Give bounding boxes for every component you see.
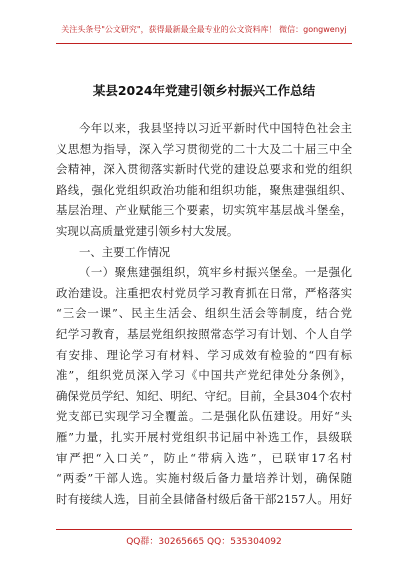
paragraph-line: 准”，组织党员深入学习《中国共产党纪律处分条例》， bbox=[56, 368, 352, 383]
footer-note: QQ群：30265665 QQ：535304092 bbox=[126, 537, 282, 547]
paragraph-line: 党支部已实现学习全覆盖。二是强化队伍建设。用好“头 bbox=[56, 409, 352, 424]
footer-divider bbox=[56, 529, 352, 530]
document-title: 某县2024年党建引领乡村振兴工作总结 bbox=[92, 83, 316, 98]
paragraph-line: “三会一课”、民主生活会、组织生活会等制度，结合党 bbox=[56, 306, 352, 321]
paragraph-line: （一）聚焦建强组织，筑牢乡村振兴堡垒。一是强化 bbox=[79, 265, 352, 280]
header-note: 关注头条号"公文研究"，获得最新最全最专业的公文资料库！ 微信：gongwenyj bbox=[61, 25, 347, 34]
paragraph-line: 时有接续人选，目前全县储备村级后备干部2157人。用好 bbox=[56, 491, 352, 506]
paragraph-line: 有安排、理论学习有材料、学习成效有检验的“四有标 bbox=[56, 347, 352, 362]
paragraph-line: 今年以来，我县坚持以习近平新时代中国特色社会主 bbox=[79, 121, 352, 135]
paragraph-line: 审严把“入口关”，防止“带病入选”，已联审17名村 bbox=[56, 450, 352, 465]
paragraph-line: 确保党员学纪、知纪、明纪、守纪。目前，全县304个农村 bbox=[56, 388, 352, 403]
paragraph-line: 路线，强化党组织政治功能和组织功能，聚焦建强组织、 bbox=[56, 182, 352, 197]
paragraph-line: “两委”干部人选。实施村级后备力量培养计划，确保随 bbox=[56, 471, 352, 486]
document-body bbox=[56, 118, 352, 509]
paragraph-line: 实现以高质量党建引领乡村大发展。 bbox=[56, 223, 239, 238]
paragraph-line: 纪学习教育，基层党组织按照常态学习有计划、个人自学 bbox=[56, 326, 352, 341]
paragraph-line: 基层治理、产业赋能三个要素，切实筑牢基层战斗堡垒， bbox=[56, 203, 352, 218]
paragraph-line: 义思想为指导，深入学习贯彻党的二十大及二十届三中全 bbox=[56, 141, 352, 156]
paragraph-line: 会精神，深入贯彻落实新时代党的建设总要求和党的组织 bbox=[56, 162, 352, 177]
section-heading: 一、主要工作情况 bbox=[79, 244, 171, 259]
header-divider bbox=[56, 43, 352, 44]
paragraph-line: 雁”力量，扎实开展村党组织书记届中补选工作，县级联 bbox=[56, 429, 352, 444]
paragraph-line: 政治建设。注重把农村党员学习教育抓在日常，严格落实 bbox=[56, 285, 352, 300]
